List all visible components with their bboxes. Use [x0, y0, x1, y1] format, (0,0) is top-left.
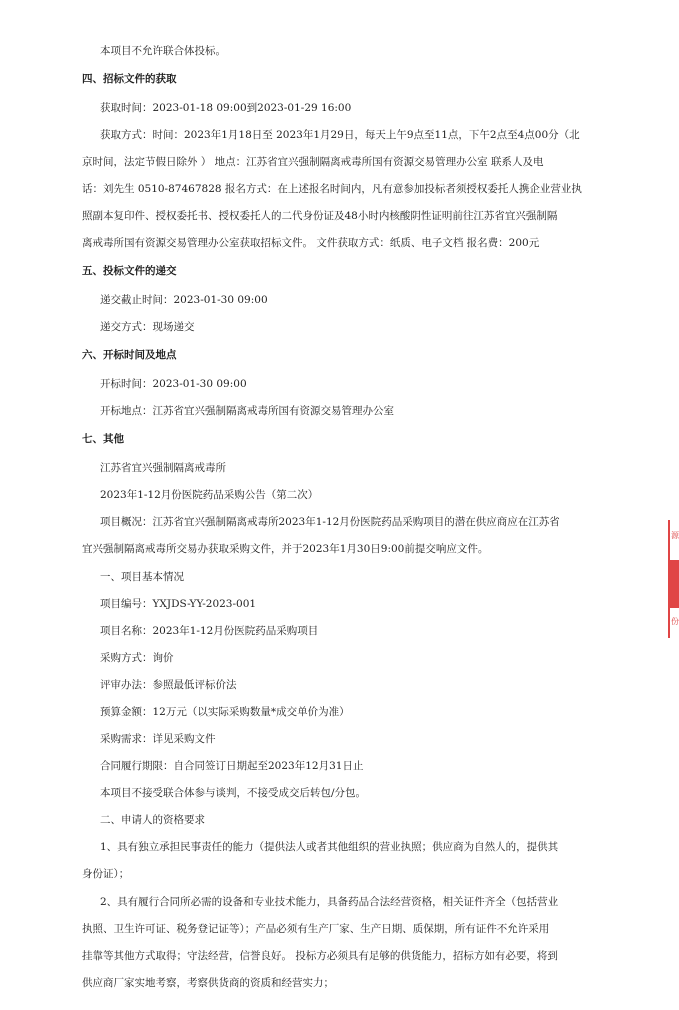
paragraph-line: 本项目不接受联合体参与谈判，不接受成交后转包/分包。: [100, 787, 367, 799]
paragraph-line: 递交截止时间：2023-01-30 09:00: [100, 294, 268, 306]
seal-char: 份: [671, 617, 679, 626]
section-heading: 七、其他: [82, 433, 124, 445]
paragraph-line: 开标时间：2023-01-30 09:00: [100, 378, 247, 390]
paragraph-line: 执照、卫生许可证、税务登记证等）；产品必须有生产厂家、生产日期、质保期，所有证件不允许采用: [82, 923, 550, 935]
paragraph-line: 合同履行期限：自合同签订日期起至2023年12月31日止: [100, 760, 364, 772]
section-heading: 五、投标文件的递交: [82, 265, 177, 277]
section-heading: 六、开标时间及地点: [82, 349, 177, 361]
paragraph-line: 离戒毒所国有资源交易管理办公室获取招标文件。 文件获取方式：纸质、电子文档 报名费：200元: [82, 237, 540, 249]
paragraph-line: 江苏省宜兴强制隔离戒毒所: [100, 462, 226, 474]
paragraph-line: 采购需求：详见采购文件: [100, 733, 216, 745]
paragraph-line: 获取时间：2023-01-18 09:00到2023-01-29 16:00: [100, 102, 352, 114]
paragraph-line: 话：刘先生 0510-87467828 报名方式：在上述报名时间内，凡有意参加投标者须授权委托人携企业营业执: [82, 183, 582, 195]
paragraph-line: 一、项目基本情况: [100, 571, 184, 583]
paragraph-line: 二、申请人的资格要求: [100, 814, 205, 826]
section-heading: 四、招标文件的获取: [82, 73, 177, 85]
paragraph-line: 本项目不允许联合体投标。: [100, 45, 226, 57]
paragraph-line: 身份证）；: [82, 868, 130, 880]
paragraph-line: 2、具有履行合同所必需的设备和专业技术能力，具备药品合法经营资格，相关证件齐全（包括营业: [100, 896, 559, 908]
paragraph-line: 京时间，法定节假日除外 ） 地点：江苏省宜兴强制隔离戒毒所国有资源交易管理办公室 联系人及电: [82, 156, 544, 168]
paragraph-line: 采购方式：询价: [100, 652, 174, 664]
paragraph-line: 供应商厂家实地考察，考察供货商的资质和经营实力；: [82, 977, 334, 989]
seal-fill: [670, 560, 679, 608]
paragraph-line: 递交方式：现场递交: [100, 321, 195, 333]
paragraph-line: 宜兴强制隔离戒毒所交易办获取采购文件，并于2023年1月30日9:00前提交响应文件。: [82, 543, 489, 555]
paragraph-line: 开标地点：江苏省宜兴强制隔离戒毒所国有资源交易管理办公室: [100, 405, 394, 417]
paragraph-line: 预算金额：12万元（以实际采购数量*成交单价为准）: [100, 706, 350, 718]
paragraph-line: 2023年1-12月份医院药品采购公告（第二次）: [100, 489, 319, 501]
seal-char: 源: [671, 531, 679, 540]
paragraph-line: 1、具有独立承担民事责任的能力（提供法人或者其他组织的营业执照；供应商为自然人的，提供其: [100, 841, 559, 853]
paragraph-line: 项目编号：YXJDS-YY-2023-001: [100, 598, 257, 610]
paragraph-line: 照副本复印件、授权委托书、授权委托人的二代身份证及48小时内核酸阴性证明前往江苏省宜兴强制隔: [82, 210, 558, 222]
red-seal-fragment: [668, 520, 679, 638]
paragraph-line: 获取方式：时间：2023年1月18日至 2023年1月29日，每天上午9点至11点，下午2点至4点00分（北: [100, 129, 580, 141]
paragraph-line: 项目概况：江苏省宜兴强制隔离戒毒所2023年1-12月份医院药品采购项目的潜在供应商应在江苏省: [100, 516, 560, 528]
paragraph-line: 项目名称：2023年1-12月份医院药品采购项目: [100, 625, 319, 637]
paragraph-line: 评审办法：参照最低评标价法: [100, 679, 237, 691]
paragraph-line: 挂靠等其他方式取得；守法经营，信誉良好。 投标方必须具有足够的供货能力，招标方如有必要，将到: [82, 950, 558, 962]
